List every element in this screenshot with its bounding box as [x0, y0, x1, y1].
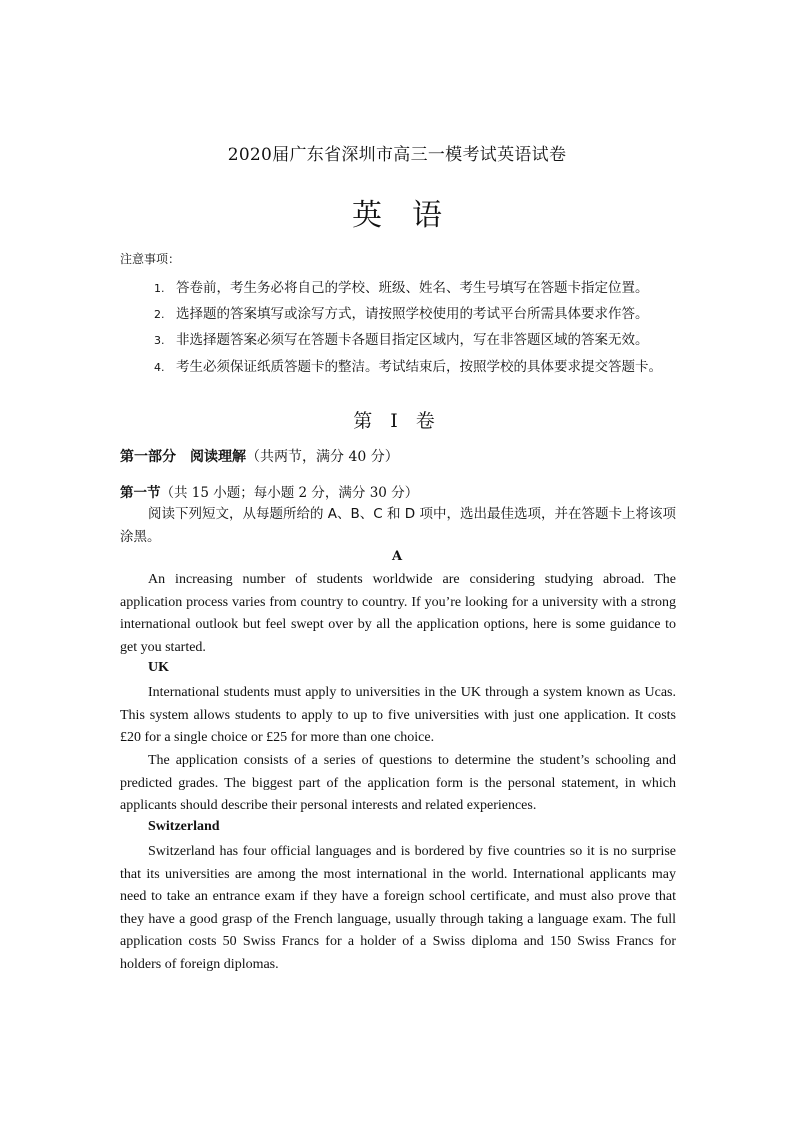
uk-paragraph-2: The application consists of a series of questions to determine the student’s schooling and predicted grades. The biggest part of the application form is the personal statement, in which applicants should describe their personal interests and related experiences.: [120, 753, 676, 814]
notice-item-number: 1.: [154, 282, 165, 295]
notice-heading: 注意事项：: [120, 252, 181, 266]
notice-item-number: 3.: [154, 334, 165, 347]
switzerland-paragraph: Switzerland has four official languages and is bordered by five countries so it is no surprise that its universities are among the most international in the world. International applicants may need to take an entrance exam if they have a foreign school certificate, and must also prove that they have a good grasp of the French language, usually through taking a language exam. The full application costs 50 Swiss Francs for a holder of a Swiss diploma and 150 Swiss Francs for holders of foreign diplomas.: [120, 844, 676, 972]
section-heading: [120, 481, 418, 501]
notice-item: [154, 302, 649, 322]
notice-item-number: 2.: [154, 308, 165, 321]
section-detail: （共 15 小题；每小题 2 分，满分 30 分）: [160, 485, 419, 501]
notice-item: [154, 328, 649, 348]
notice-item: [154, 276, 649, 296]
notice-item-text: 非选择题答案必须写在答题卡各题目指定区域内，写在非答题区域的答案无效。: [176, 332, 649, 348]
section-title: 第一节: [120, 485, 161, 501]
notice-item-number: 4.: [154, 361, 165, 374]
part-title: 第一部分 阅读理解: [120, 449, 246, 465]
exam-title: 2020届广东省深圳市高三一模考试英语试卷: [227, 145, 567, 165]
notice-item-text: 选择题的答案填写或涂写方式，请按照学校使用的考试平台所需具体要求作答。: [176, 306, 649, 322]
notice-item-text: 答卷前，考生务必将自己的学校、班级、姓名、考生号填写在答题卡指定位置。: [176, 280, 649, 296]
passage-label: A: [391, 549, 403, 564]
uk-paragraph-1: International students must apply to universities in the UK through a system known as Ucas. This system allows students to apply to up to five universities with just one application. It costs £20 for a single choice or £25 for more than one choice.: [120, 685, 676, 746]
reading-instructions: 阅读下列短文，从每题所给的 A、B、C 和 D 项中，选出最佳选项，并在答题卡上将该项涂黑。: [120, 506, 676, 545]
uk-heading: UK: [148, 660, 169, 675]
notice-item-text: 考生必须保证纸质答题卡的整洁。考试结束后，按照学校的具体要求提交答题卡。: [176, 359, 662, 375]
part-heading: [120, 446, 399, 466]
part-detail: （共两节，满分 40 分）: [246, 449, 399, 465]
notice-item: [154, 355, 662, 375]
passage-intro: An increasing number of students worldwide are considering studying abroad. The application process varies from country to country. If you’re looking for a university with a strong international outlook but feel swept over by all the application options, here is some guidance to get you started.: [120, 572, 676, 655]
volume-title: 第 I 卷: [353, 410, 441, 432]
subject-title: 英语: [352, 198, 472, 233]
switzerland-heading: Switzerland: [148, 819, 220, 834]
